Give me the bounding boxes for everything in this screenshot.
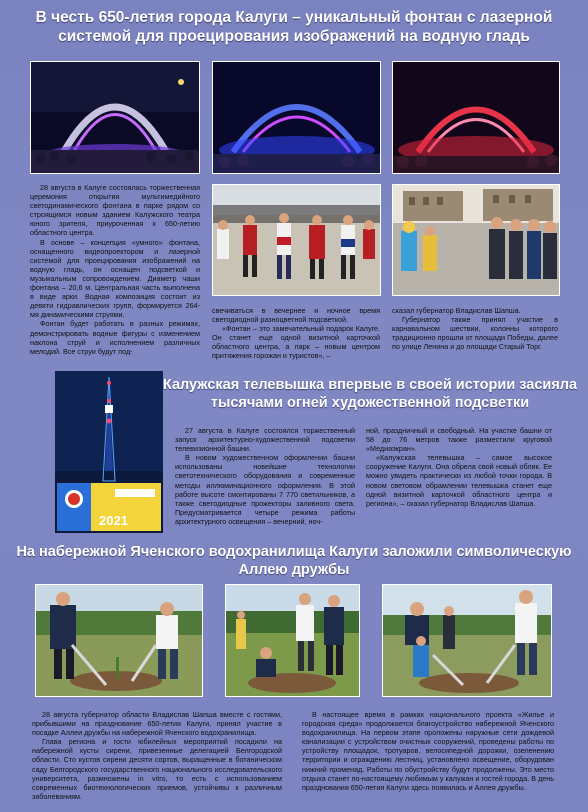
fountain-photo-1 [30, 61, 200, 174]
alley-text-col2 [302, 710, 554, 792]
paragraph: Губернатор также принял участие в карнавальном шествии, колонны которого традиционно прошли от площади Победы, далее по улице Ленина и до площади Старый Торг. [392, 315, 558, 352]
alley-photo-1 [35, 584, 203, 697]
carnival-photo-governor [392, 184, 560, 296]
fountain-photo-3 [392, 61, 560, 174]
paragraph: «Фонтан – это замечательный подарок Калуге. Он станет еще одной визитной карточкой областного центра, а парк – новым центром притяжения горожан и туристов», – [212, 324, 380, 361]
tv-tower-photo [55, 371, 163, 533]
fountain-heading: В честь 650-летия города Калуги – уникальный фонтан с лазерной системой для проецирования изображений на водную гладь [35, 9, 553, 46]
tower-screen-year: 2021 [99, 513, 128, 528]
tower-text-col2 [366, 426, 552, 508]
fountain-text-col3 [392, 306, 558, 351]
fountain-photo-2 [212, 61, 381, 174]
paragraph: Фонтан будет работать в разных режимах, демонстрировать водные фигуры с изменением наклона струй и исполнением различных мелодий. Все струи будут под- [30, 319, 200, 356]
fountain-text-col2 [212, 306, 380, 361]
paragraph: 28 августа в Калуге состоялась торжественная церемония открытия мультимедийного светодинамического фонтана в парке рядом со строящимся новым зданием Калужского театра юного зрителя, приуроченная к 650-летию областного центра. [30, 183, 200, 238]
paragraph: 28 августа губернатор области Владислав Шапша вместе с гостями, прибывшими на празднование 650-летия Калуги, принял участие в посадке Аллеи дружбы на набережной Яченского водохранилища. [32, 710, 282, 738]
alley-text-col1 [32, 710, 282, 801]
paragraph: В новом художественном оформлении башни использованы новейшие технологии светотехнического оборудования и современные методы иллюминационного оформления. В этой работе высоте смонтированы 7 770 светильников, а также светодиодные прожекторы заливного света. Предусматривается четыре режима работы архитектурного освещения – вечерний, ноч- [175, 453, 355, 526]
alley-heading: На набережной Яченского водохранилища Калуги заложили символическую Аллею дружбы [16, 544, 572, 579]
paragraph: свечиваться в вечернее и ночное время светодиодной разноцветной подсветкой. [212, 306, 380, 325]
alley-photo-3 [382, 584, 552, 697]
paragraph: сказал губернатор Владислав Шапша. [392, 306, 521, 315]
alley-photo-2 [225, 584, 360, 697]
fountain-text-col1 [30, 183, 200, 356]
carnival-photo-dancers [212, 184, 381, 296]
paragraph: «Калужская телевышка – самое высокое сооружение Калуги. Она обрела свой новый облик. Ее можно увидеть практически из любой точки города. В новом световом обрамлении телевышка станет еще одной визитной карточкой областного центра и региона», – сказал губернатор Владислав Шапша. [366, 453, 552, 508]
tower-text-col1 [175, 426, 355, 526]
tower-heading: Калужская телевышка впервые в своей истории засияла тысячами огней художественной подсветки [162, 377, 578, 412]
paragraph: В основе – концепция «умного» фонтана, оснащенного видеопроектором и лазерной системой для проецирования изображений на водную гладь, он оснащен подсветкой и музыкальным сопровождением. Диаметр чаши фонтана – 20,6 м. Центральная часть выполнена в виде арки. Водная композиция состоит из девяти гидравлических групп, формируется 264-мя динамическими струями. [30, 237, 200, 320]
paragraph: В настоящее время в рамках национального проекта «Жилье и городская среда» продолжается благоустройство набережной Яченского водохранилища. На первом этапе проложены наружные сети дождевой канализации с устройством очистных сооружений, проведены работы по устройству площадок, тротуаров, велосипедной дорожки, озеленению территории и ограждению лестниц, установлено освещение, оборудован нижний променад. Работы по обустройству будут продолжены. Это место отдыха станет по-настоящему любимым у калужан и гостей города. В день празднования 650-летия Калуги здесь появилась и Аллея дружбы. [302, 710, 554, 792]
paragraph: Глава региона и гости юбилейных мероприятий посадили на набережной кусты сирени, привезенные делегацией Белгородской области. Сто кустов сирени десяти сортов, выращенные в ботаническом саду Белгородского государственного национального исследовательского университета, размножены in vitro, то есть с использованием современных биотехнологических приемов, устойчивы к различным заболеваниям. [32, 737, 282, 801]
paragraph: ной, праздничный и свободный. На участке башни от 58 до 76 метров также разместили круговой «Медиаэкран». [366, 426, 552, 454]
paragraph: 27 августа в Калуге состоялся торжественный запуск архитектурно-художественной подсветки телевизионной башни. [175, 426, 355, 454]
